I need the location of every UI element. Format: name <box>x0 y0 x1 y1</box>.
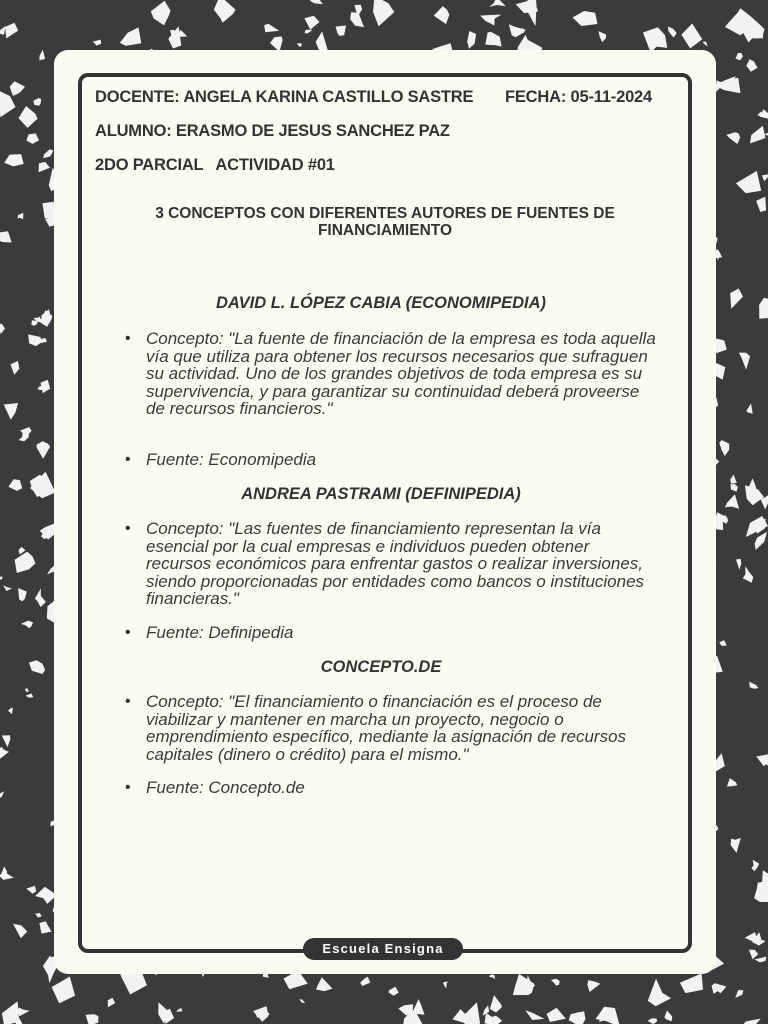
marble-fleck <box>19 106 38 128</box>
marble-fleck <box>214 0 236 23</box>
marble-fleck <box>120 27 142 45</box>
marble-fleck <box>5 23 18 39</box>
marble-fleck <box>598 31 606 42</box>
marble-fleck <box>86 1014 99 1024</box>
marble-fleck <box>736 171 761 193</box>
marble-fleck <box>547 1008 566 1022</box>
marble-fleck <box>360 977 370 986</box>
marble-fleck <box>52 977 76 1004</box>
bullet-icon: • <box>125 624 131 641</box>
section-conceptode <box>95 658 675 677</box>
marble-fleck <box>35 588 46 607</box>
marble-fleck <box>680 973 703 993</box>
concepto-text: Concepto: "Las fuentes de financiamiento representan la vía esencial por la cual empresas e individuos pueden obtener recursos económicos para enfrentar gastos o realizar inversiones, siendo proporcionadas por entidades como bancos o instituciones financieras." <box>146 519 645 608</box>
docente-text: DOCENTE: ANGELA KARINA CASTILLO SASTRE <box>95 88 474 106</box>
footer-badge: Escuela Ensigna <box>303 938 463 960</box>
marble-fleck <box>525 1010 544 1020</box>
marble-fleck <box>551 979 560 986</box>
concepto-text: Concepto: "La fuente de financiación de la empresa es toda aquella vía que utiliza para obtener los recursos necesarios que sufraguen su actividad. Uno de los grandes objetivos de toda empresa es su supervivencia, y para garantizar su continuidad deberá proveerse de recursos financieros." <box>146 329 656 418</box>
marble-fleck <box>725 494 739 509</box>
marble-fleck <box>300 999 306 1003</box>
bullet-icon: • <box>125 330 131 347</box>
marble-fleck <box>93 40 102 46</box>
marble-fleck <box>264 24 279 33</box>
marble-fleck <box>151 1 171 25</box>
marble-fleck <box>373 0 394 26</box>
marble-fleck <box>39 50 45 61</box>
marble-fleck <box>13 924 27 939</box>
marble-fleck <box>467 31 476 49</box>
marble-fleck <box>164 1009 175 1024</box>
section-author: ANDREA PASTRAMI (DEFINIPEDIA) <box>241 485 521 503</box>
marble-fleck <box>336 26 347 36</box>
marble-fleck <box>25 688 29 692</box>
marble-fleck <box>33 98 41 106</box>
fuente-text: Fuente: Concepto.de <box>146 778 305 797</box>
marble-fleck <box>176 1008 182 1012</box>
list-item <box>95 779 656 797</box>
marble-fleck <box>740 1019 761 1024</box>
marble-fleck <box>21 621 33 629</box>
section-definipedia <box>95 485 675 504</box>
marble-fleck <box>108 998 115 1007</box>
marble-fleck <box>8 479 22 491</box>
marble-fleck <box>746 403 752 413</box>
marble-fleck <box>664 1011 672 1022</box>
marble-fleck <box>509 24 526 37</box>
marble-fleck <box>735 53 743 60</box>
marble-fleck <box>596 1007 621 1024</box>
marble-fleck <box>668 26 677 37</box>
bullet-icon: • <box>125 779 131 796</box>
marble-fleck <box>11 361 20 375</box>
marble-fleck <box>490 995 502 1012</box>
marble-fleck <box>489 0 506 7</box>
marble-fleck <box>4 154 23 166</box>
section-conceptode-concepto <box>95 693 675 763</box>
header-row-parcial <box>95 156 335 175</box>
section-definipedia-concepto <box>95 520 675 608</box>
marble-fleck <box>703 41 708 46</box>
marble-fleck <box>26 694 34 698</box>
marble-fleck <box>717 253 720 261</box>
marble-fleck <box>19 547 26 555</box>
marble-fleck <box>755 532 767 550</box>
marble-fleck <box>39 921 51 933</box>
marble-fleck <box>26 886 36 894</box>
section-conceptode-fuente <box>95 779 675 797</box>
marble-fleck <box>756 752 768 773</box>
marble-fleck <box>350 12 364 27</box>
marble-fleck <box>759 298 768 319</box>
marble-fleck <box>485 32 501 47</box>
marble-fleck <box>0 747 9 759</box>
bullet-icon: • <box>125 693 131 710</box>
marble-fleck <box>26 133 39 144</box>
marble-fleck <box>762 171 768 181</box>
marble-fleck <box>730 475 737 484</box>
section-economipedia-fuente <box>95 451 675 469</box>
marble-fleck <box>305 30 313 34</box>
concepto-text: Concepto: "El financiamiento o financiación es el proceso de viabilizar y mantener en marcha un proyecto, negocio o emprendimiento específico, mediante la asignación de recursos capitales (dinero o crédito) para el mismo." <box>146 692 627 764</box>
document-title: 3 CONCEPTOS CON DIFERENTES AUTORES DE FUENTES DE FINANCIAMIENTO <box>155 205 615 239</box>
marble-fleck <box>0 576 3 579</box>
bullet-icon: • <box>125 451 131 468</box>
marble-fleck <box>3 585 12 591</box>
marble-fleck <box>388 987 398 996</box>
marble-fleck <box>4 403 18 420</box>
marble-fleck <box>754 881 768 902</box>
list-item <box>95 624 656 642</box>
marble-fleck <box>29 660 45 674</box>
section-author: CONCEPTO.DE <box>320 658 442 676</box>
marble-fleck <box>731 484 738 492</box>
marble-fleck <box>727 778 738 786</box>
marble-fleck <box>712 983 727 994</box>
marble-fleck <box>569 1011 586 1024</box>
marble-fleck <box>736 559 741 570</box>
marble-fleck <box>0 791 4 798</box>
marble-fleck <box>8 708 13 715</box>
marble-fleck <box>485 1013 503 1024</box>
marble-fleck <box>746 59 757 71</box>
header-row-docente <box>95 88 667 107</box>
list-item <box>95 520 656 608</box>
marble-fleck <box>297 43 302 47</box>
section-definipedia-fuente <box>95 624 675 642</box>
fuente-text: Fuente: Economipedia <box>146 450 317 469</box>
marble-fleck <box>310 0 323 4</box>
marble-fleck <box>681 24 702 49</box>
marble-fleck <box>750 126 766 144</box>
section-author: DAVID L. LÓPEZ CABIA (ECONOMIPEDIA) <box>216 294 546 312</box>
marble-fleck <box>480 15 501 26</box>
marble-fleck <box>739 353 750 370</box>
marble-fleck <box>10 81 25 96</box>
marble-fleck <box>648 979 671 1007</box>
marble-fleck <box>648 1018 658 1024</box>
list-item <box>95 693 656 763</box>
marble-fleck <box>2 735 11 747</box>
marble-fleck <box>489 975 495 980</box>
marble-fleck <box>719 640 727 646</box>
marble-fleck <box>743 566 754 583</box>
section-economipedia <box>95 294 675 313</box>
marble-fleck <box>525 0 537 26</box>
marble-fleck <box>43 149 53 158</box>
marble-fleck <box>731 838 741 853</box>
marble-fleck <box>316 977 332 991</box>
marble-fleck <box>18 588 27 601</box>
marble-fleck <box>754 957 766 963</box>
marble-fleck <box>36 441 50 459</box>
marble-fleck <box>587 980 600 992</box>
marble-fleck <box>18 213 24 220</box>
marble-fleck <box>434 6 450 24</box>
list-item <box>95 330 656 418</box>
marble-fleck <box>15 552 36 573</box>
actividad-text: ACTIVIDAD #01 <box>215 156 335 174</box>
marble-fleck <box>304 16 319 30</box>
marble-fleck <box>735 990 743 998</box>
marble-fleck <box>719 440 729 456</box>
marble-fleck <box>751 860 759 872</box>
marble-fleck <box>35 887 54 904</box>
marble-fleck <box>168 26 181 48</box>
marble-fleck <box>730 289 743 309</box>
marble-fleck <box>0 26 5 35</box>
marble-fleck <box>749 950 758 960</box>
section-economipedia-concepto <box>95 330 675 418</box>
bullet-icon: • <box>125 520 131 537</box>
marble-fleck <box>756 197 766 212</box>
marble-fleck <box>643 27 667 52</box>
marble-fleck <box>40 380 50 394</box>
marble-fleck <box>726 132 740 144</box>
marble-fleck <box>573 11 598 26</box>
marble-fleck <box>0 324 5 334</box>
fecha-text: FECHA: 05-11-2024 <box>505 88 653 106</box>
list-item <box>95 451 656 469</box>
fuente-text: Fuente: Definipedia <box>146 623 294 642</box>
parcial-text: 2DO PARCIAL <box>95 156 204 174</box>
alumno-text: ALUMNO: ERASMO DE JESUS SANCHEZ PAZ <box>95 122 450 140</box>
marble-fleck <box>0 231 12 242</box>
marble-fleck <box>35 913 42 918</box>
marble-fleck <box>749 682 758 689</box>
marble-fleck <box>443 982 448 989</box>
marble-fleck <box>39 162 51 172</box>
